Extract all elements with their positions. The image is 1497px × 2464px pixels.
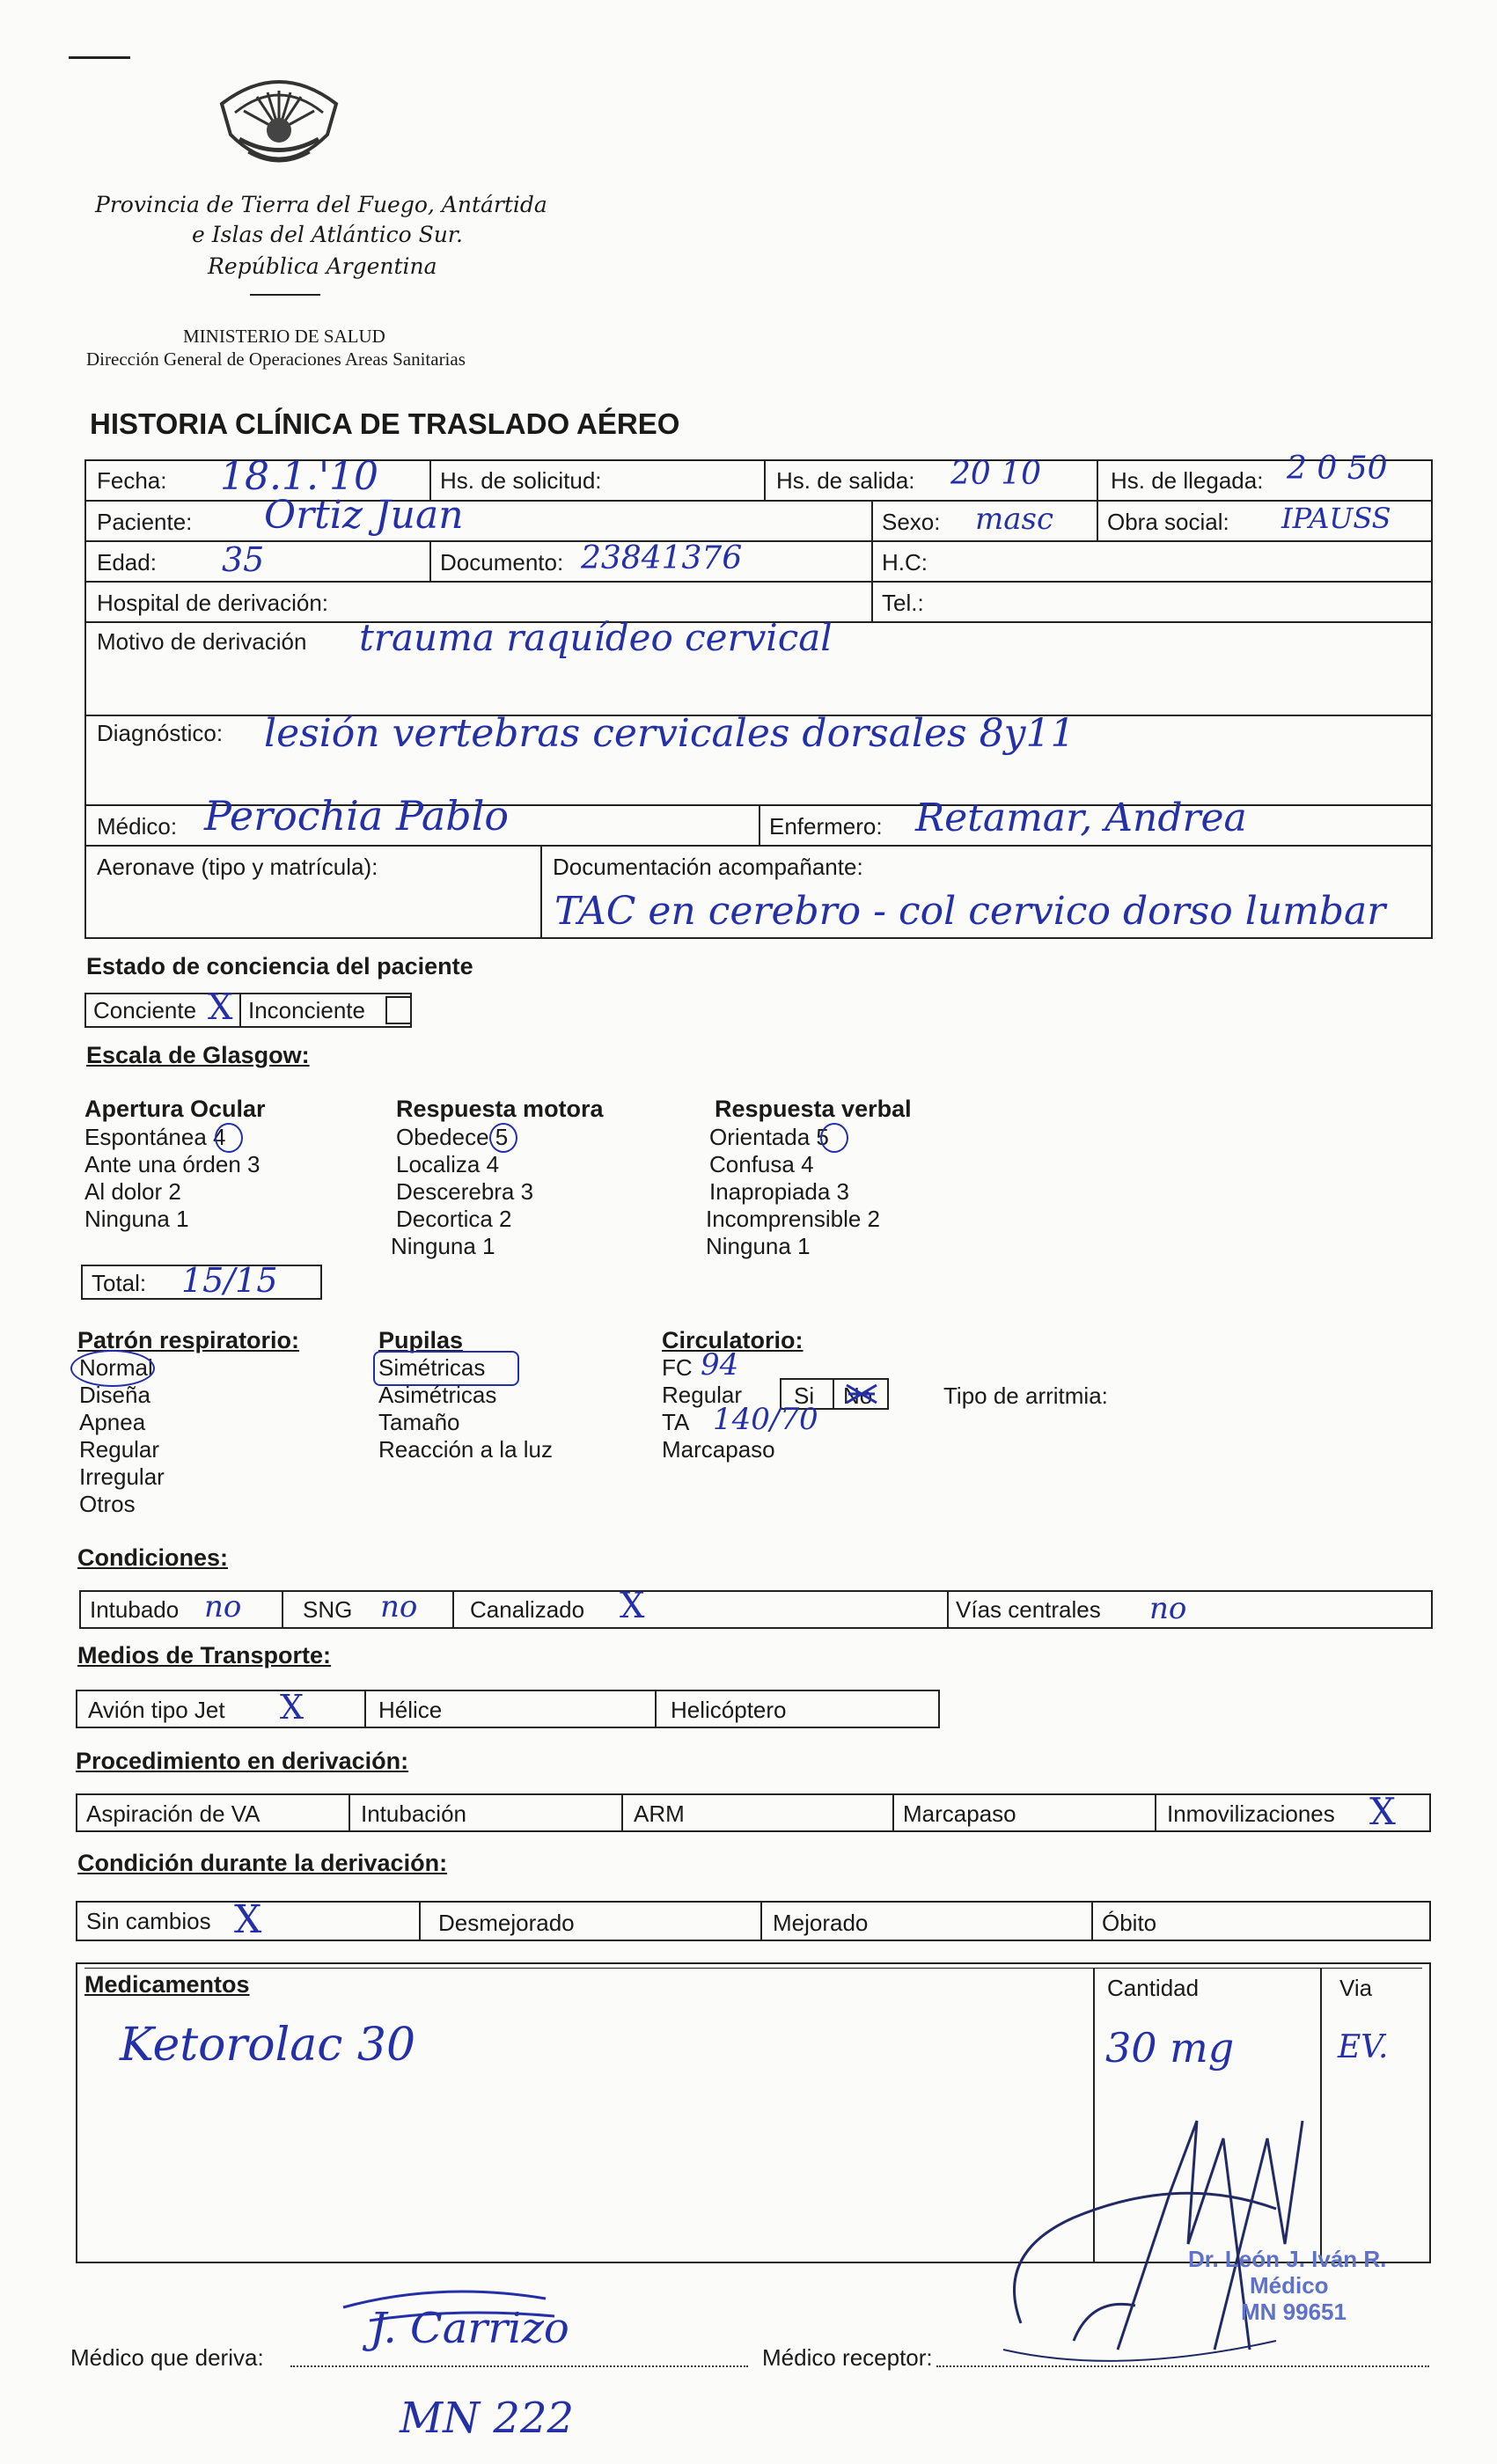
regular-no-option[interactable]: No — [843, 1382, 873, 1409]
sexo-label: Sexo: — [882, 509, 941, 535]
condicion-divider — [760, 1901, 762, 1941]
total-value[interactable]: 15/15 — [181, 1261, 278, 1300]
medico-deriva-label: Médico que deriva: — [70, 2344, 264, 2371]
respiratorio-item[interactable]: Apnea — [79, 1409, 146, 1435]
canalizado-label: Canalizado — [470, 1596, 585, 1623]
motora-item[interactable]: Decortica 2 — [396, 1206, 512, 1232]
via-label: Via — [1339, 1975, 1373, 2001]
pupilas-item[interactable]: Simétricas — [378, 1354, 486, 1381]
fecha-label: Fecha: — [97, 467, 167, 494]
ta-value[interactable]: 140/70 — [713, 1402, 818, 1437]
documentacion-label: Documentación acompañante: — [553, 854, 863, 880]
table-col-rule — [764, 459, 766, 500]
procedimiento-divider — [621, 1793, 623, 1832]
marcapaso-proc-label[interactable]: Marcapaso — [903, 1800, 1016, 1827]
edad-label: Edad: — [97, 549, 157, 576]
condicion-row — [76, 1901, 1431, 1941]
no-scribble-mark — [845, 1382, 878, 1406]
table-col-rule — [540, 845, 542, 939]
pupilas-title: Pupilas — [378, 1327, 464, 1353]
medico-label: Médico: — [97, 813, 178, 840]
respiratorio-item[interactable]: Normal — [79, 1354, 153, 1381]
ocular-item[interactable]: Espontánea 4 — [84, 1124, 226, 1150]
sin-cambios-label: Sin cambios — [86, 1908, 211, 1934]
mejorado-label[interactable]: Mejorado — [773, 1910, 869, 1936]
ocular-title: Apertura Ocular — [84, 1096, 266, 1122]
province-line-2: e Islas del Atlántico Sur. — [192, 222, 463, 247]
condicion-divider — [419, 1901, 421, 1941]
hs-salida-value[interactable]: 20 10 — [950, 456, 1042, 492]
jet-value[interactable]: X — [280, 1688, 305, 1727]
respiratorio-item[interactable]: Regular — [79, 1436, 160, 1463]
medico-receptor-line[interactable] — [936, 2365, 1429, 2367]
motivo-label: Motivo de derivación — [97, 628, 307, 655]
medicamentos-title: Medicamentos — [84, 1971, 250, 1998]
hospital-label: Hospital de derivación: — [97, 590, 329, 616]
tel-label: Tel.: — [882, 590, 924, 616]
arritmia-label: Tipo de arritmia: — [943, 1382, 1108, 1409]
medicamento-via[interactable]: EV. — [1338, 2029, 1389, 2065]
aeronave-label: Aeronave (tipo y matrícula): — [97, 854, 378, 880]
transporte-divider — [364, 1690, 366, 1728]
medicamento-nombre[interactable]: Ketorolac 30 — [120, 2019, 416, 2072]
sexo-value[interactable]: masc — [975, 502, 1054, 537]
sin-cambios-value[interactable]: X — [234, 1897, 262, 1942]
transporte-divider — [655, 1690, 657, 1728]
province-line-1: Provincia de Tierra del Fuego, Antártida — [95, 192, 547, 217]
condicion-title: Condición durante la derivación: — [77, 1850, 448, 1876]
circulatorio-title: Circulatorio: — [662, 1327, 804, 1353]
stamp-line-3: MN 99651 — [1241, 2299, 1347, 2325]
table-col-rule — [871, 581, 873, 621]
total-label: Total: — [92, 1270, 147, 1296]
ocular-item[interactable]: Al dolor 2 — [84, 1178, 181, 1205]
corner-mark — [69, 56, 130, 59]
marcapaso-circ-label[interactable]: Marcapaso — [662, 1436, 775, 1463]
pupilas-item[interactable]: Asimétricas — [378, 1382, 497, 1408]
enfermero-value[interactable]: Retamar, Andrea — [915, 796, 1247, 840]
direction-name: Dirección General de Operaciones Areas Sanitarias — [86, 348, 466, 370]
stamp-line-2: Médico — [1250, 2272, 1329, 2299]
verbal-item[interactable]: Incomprensible 2 — [706, 1206, 880, 1232]
fc-value[interactable]: 94 — [701, 1347, 739, 1382]
cantidad-label: Cantidad — [1107, 1975, 1200, 2001]
sng-value[interactable]: no — [380, 1589, 418, 1624]
verbal-item[interactable]: Orientada 5 — [709, 1124, 829, 1150]
procedimiento-divider — [892, 1793, 894, 1832]
table-col-rule — [871, 500, 873, 581]
motora-item[interactable]: Descerebra 3 — [396, 1178, 534, 1205]
pupilas-item[interactable]: Reacción a la luz — [378, 1436, 553, 1463]
medico-value[interactable]: Perochia Pablo — [204, 792, 510, 840]
table-col-rule — [759, 804, 760, 845]
consciente-check-mark: X — [208, 987, 233, 1028]
respiratorio-item[interactable]: Irregular — [79, 1463, 165, 1490]
regular-divider — [833, 1378, 834, 1410]
motivo-value[interactable]: trauma raquídeo cervical — [359, 616, 833, 659]
table-col-rule — [429, 540, 431, 581]
medicamento-cantidad[interactable]: 30 mg — [1105, 2024, 1235, 2072]
ta-label: TA — [662, 1409, 690, 1435]
arm-label[interactable]: ARM — [634, 1800, 685, 1827]
table-rule — [84, 581, 1433, 583]
hs-salida-label: Hs. de salida: — [776, 467, 915, 494]
conciencia-divider — [239, 993, 241, 1028]
condiciones-divider — [947, 1590, 949, 1629]
ocular-item[interactable]: Ninguna 1 — [84, 1206, 189, 1232]
verbal-selected-circle — [820, 1123, 848, 1153]
hs-llegada-value[interactable]: 2 0 50 — [1287, 451, 1388, 487]
procedimiento-divider — [349, 1793, 350, 1832]
glasgow-title: Escala de Glasgow: — [86, 1042, 310, 1068]
obra-social-label: Obra social: — [1107, 509, 1229, 535]
sng-label: SNG — [303, 1596, 353, 1623]
motora-title: Respuesta motora — [396, 1096, 604, 1122]
paciente-value[interactable]: Ortiz Juan — [264, 493, 464, 538]
obito-label[interactable]: Óbito — [1102, 1910, 1157, 1936]
table-col-rule — [1097, 500, 1098, 540]
intubado-label: Intubado — [90, 1596, 180, 1623]
enfermero-label: Enfermero: — [769, 813, 883, 840]
diagnostico-value[interactable]: lesión vertebras cervicales dorsales 8y11 — [264, 711, 1075, 756]
hs-solicitud-label: Hs. de solicitud: — [440, 467, 602, 494]
header-divider — [250, 294, 320, 296]
regular-si-option[interactable]: Si — [794, 1382, 815, 1409]
ocular-item[interactable]: Ante una órden 3 — [84, 1151, 261, 1177]
jet-label: Avión tipo Jet — [88, 1697, 225, 1723]
helicoptero-label[interactable]: Helicóptero — [671, 1697, 787, 1723]
motora-item[interactable]: Localiza 4 — [396, 1151, 500, 1177]
deriva-signature-flourish — [334, 2272, 563, 2325]
motora-item[interactable]: Ninguna 1 — [391, 1233, 495, 1259]
inmovilizaciones-label: Inmovilizaciones — [1167, 1800, 1335, 1827]
inmovilizaciones-value[interactable]: X — [1369, 1790, 1396, 1833]
respiratorio-item[interactable]: Diseña — [79, 1382, 150, 1408]
condicion-divider — [1091, 1901, 1093, 1941]
diagnostico-label: Diagnóstico: — [97, 720, 224, 746]
canalizado-value[interactable]: X — [620, 1586, 645, 1626]
medico-receptor-label: Médico receptor: — [762, 2344, 933, 2371]
medicamentos-inner-rule — [84, 1968, 1422, 1969]
vias-label: Vías centrales — [956, 1596, 1101, 1623]
consciente-option[interactable]: Conciente — [93, 997, 197, 1023]
obra-social-value[interactable]: IPAUSS — [1281, 502, 1391, 535]
pupilas-item[interactable]: Tamaño — [378, 1409, 460, 1435]
ocular-selected-circle — [215, 1123, 243, 1153]
simetricas-selected-mark — [373, 1351, 519, 1386]
inconsciente-checkbox[interactable] — [385, 996, 412, 1024]
fecha-value[interactable]: 18.1.'10 — [220, 454, 379, 499]
province-line-3: República Argentina — [208, 253, 437, 279]
documentacion-value[interactable]: TAC en cerebro - col cervico dorso lumbar — [554, 889, 1386, 934]
hc-label: H.C: — [882, 549, 928, 576]
intubado-value[interactable]: no — [204, 1589, 242, 1624]
respiratorio-item[interactable]: Otros — [79, 1491, 136, 1517]
verbal-item[interactable]: Confusa 4 — [709, 1151, 814, 1177]
medico-deriva-line[interactable] — [290, 2365, 748, 2367]
form-title: HISTORIA CLÍNICA DE TRASLADO AÉREO — [90, 407, 680, 440]
condiciones-divider — [282, 1590, 283, 1629]
verbal-title: Respuesta verbal — [715, 1096, 912, 1122]
receptor-signature-graphic — [986, 2086, 1391, 2376]
regular-label: Regular — [662, 1382, 743, 1408]
transporte-title: Medios de Transporte: — [77, 1642, 332, 1668]
hs-llegada-label: Hs. de llegada: — [1111, 467, 1264, 494]
motora-item[interactable]: Obedece 5 — [396, 1124, 509, 1150]
helice-label[interactable]: Hélice — [378, 1697, 443, 1723]
documento-value[interactable]: 23841376 — [581, 540, 743, 576]
fc-label: FC — [662, 1354, 693, 1381]
intubacion-label[interactable]: Intubación — [361, 1800, 466, 1827]
verbal-item[interactable]: Inapropiada 3 — [709, 1178, 850, 1205]
respiratorio-title: Patrón respiratorio: — [77, 1327, 300, 1353]
edad-value[interactable]: 35 — [222, 540, 265, 579]
vias-value[interactable]: no — [1149, 1591, 1187, 1626]
condiciones-divider — [452, 1590, 454, 1629]
verbal-item[interactable]: Ninguna 1 — [706, 1233, 811, 1259]
conciencia-title: Estado de conciencia del paciente — [86, 953, 473, 979]
desmejorado-label[interactable]: Desmejorado — [438, 1910, 575, 1936]
table-rule — [84, 845, 1433, 847]
procedimiento-title: Procedimiento en derivación: — [76, 1748, 409, 1774]
condiciones-title: Condiciones: — [77, 1544, 229, 1571]
table-rule — [84, 540, 1433, 542]
procedimiento-divider — [1155, 1793, 1156, 1832]
stamp-line-1: Dr. León J. Iván R. — [1188, 2246, 1387, 2272]
medico-deriva-signature: J. Carrizo — [370, 2304, 569, 2353]
ministry-name: MINISTERIO DE SALUD — [183, 326, 385, 347]
documento-label: Documento: — [440, 549, 564, 576]
inconsciente-option[interactable]: Inconciente — [248, 997, 365, 1023]
medico-deriva-mn: MN 222 — [400, 2394, 575, 2443]
province-emblem — [213, 69, 345, 183]
aspiracion-label[interactable]: Aspiración de VA — [86, 1800, 261, 1827]
motora-selected-circle — [489, 1123, 517, 1153]
table-col-rule — [1097, 459, 1098, 500]
paciente-label: Paciente: — [97, 509, 193, 535]
